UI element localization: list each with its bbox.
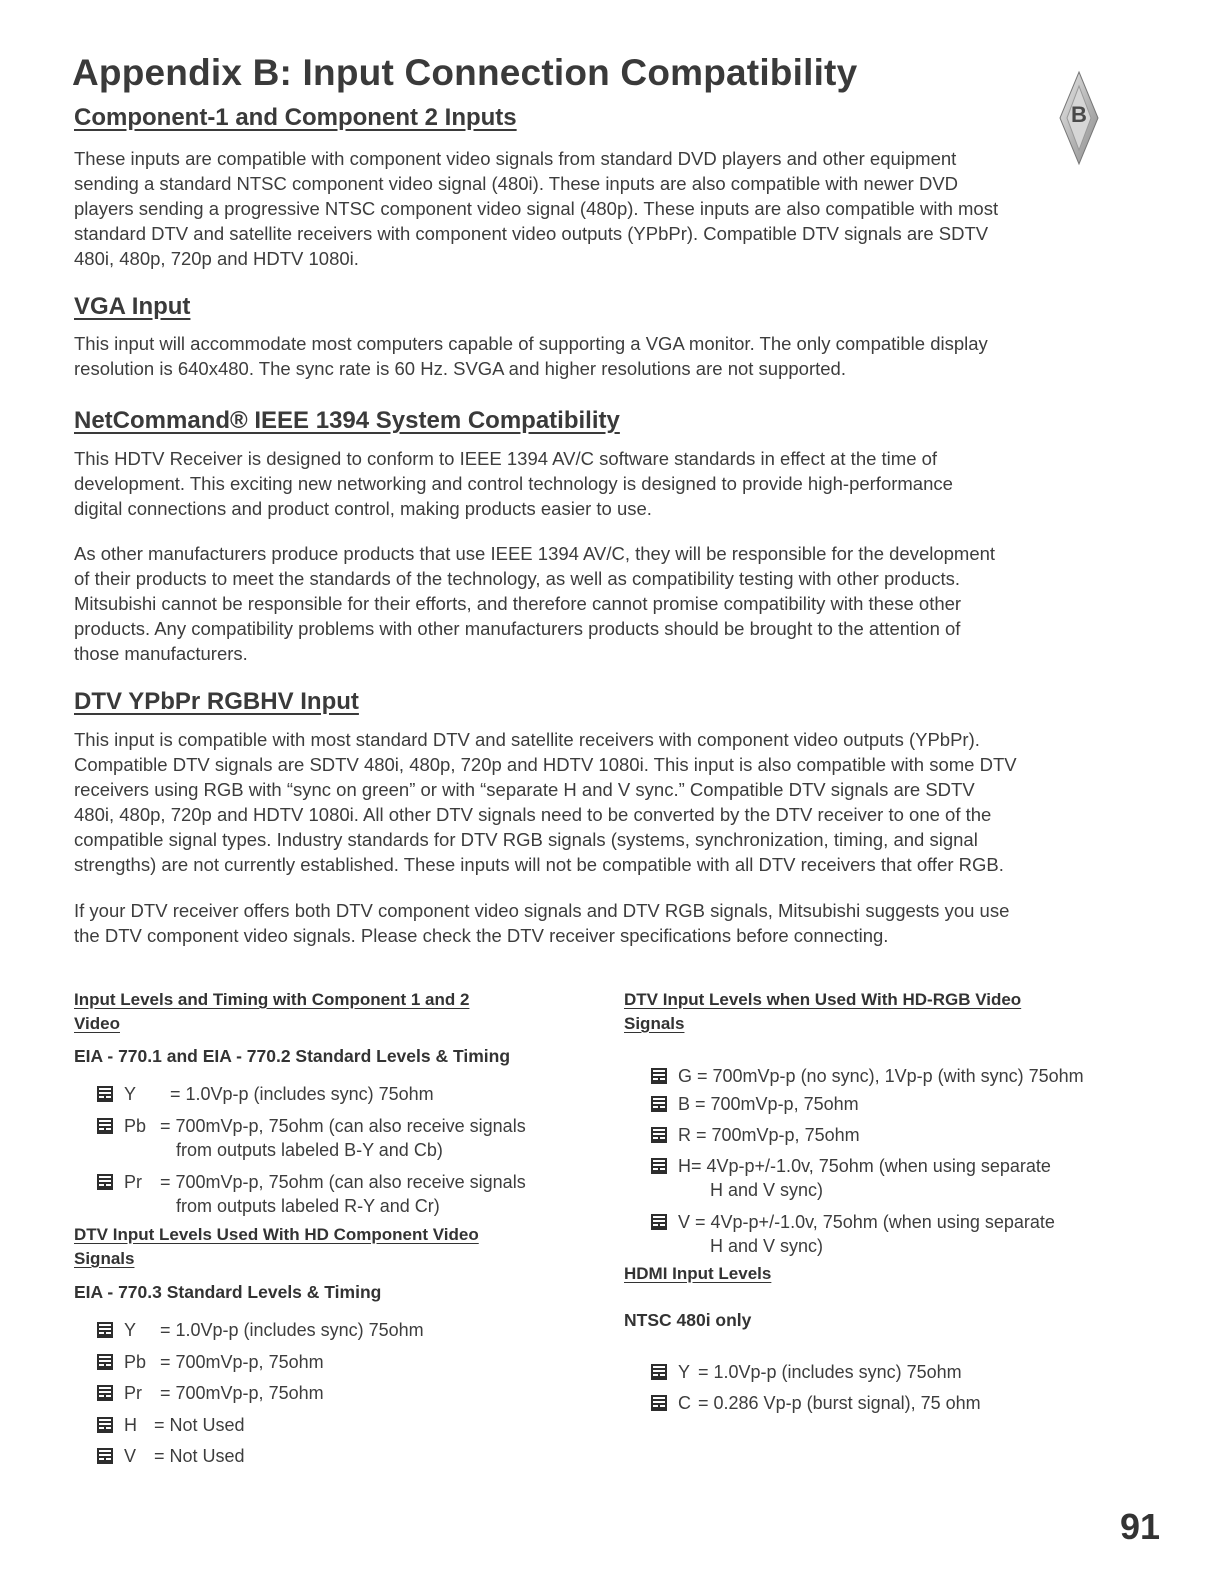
spec-item-pb bbox=[96, 1350, 324, 1374]
spec-value: = 1.0Vp-p (includes sync) 75ohm bbox=[170, 1084, 434, 1104]
paragraph-line: development. This exciting new networking and control technology is designed to provide high-performance bbox=[74, 473, 953, 494]
hdmi-levels-heading: HDMI Input Levels bbox=[624, 1264, 772, 1283]
bullet-icon bbox=[96, 1384, 114, 1402]
bullet-icon bbox=[96, 1447, 114, 1465]
paragraph-line: compatible signal types. Industry standards for DTV RGB signals (systems, synchronization, timing, and signal bbox=[74, 829, 978, 850]
heading-line: Input Levels and Timing with Component 1 and 2 bbox=[74, 990, 470, 1009]
paragraph-line: As other manufacturers produce products that use IEEE 1394 AV/C, they will be responsible for the development bbox=[74, 543, 996, 564]
spec-label: H bbox=[124, 1415, 137, 1435]
spec-item-g bbox=[650, 1064, 1084, 1088]
netcommand-heading: NetCommand® IEEE 1394 System Compatibility bbox=[74, 407, 620, 434]
spec-line: H and V sync) bbox=[710, 1236, 824, 1256]
spec-value bbox=[160, 1114, 526, 1162]
bullet-icon bbox=[650, 1126, 668, 1144]
spec-line: from outputs labeled B-Y and Cb) bbox=[176, 1140, 443, 1160]
spec-item-c bbox=[650, 1391, 981, 1415]
spec-value: = 700mVp-p, 75ohm bbox=[160, 1383, 324, 1403]
bullet-icon bbox=[96, 1117, 114, 1135]
netcommand-paragraph-2 bbox=[74, 541, 1154, 666]
paragraph-line: the DTV component video signals. Please check the DTV receiver specifications before connecting. bbox=[74, 925, 889, 946]
dtv-paragraph-2 bbox=[74, 898, 1154, 948]
bullet-icon bbox=[96, 1416, 114, 1434]
bullet-icon bbox=[650, 1394, 668, 1412]
bullet-icon bbox=[650, 1213, 668, 1231]
eia-770-3-standard: EIA - 770.3 Standard Levels & Timing bbox=[74, 1282, 382, 1302]
page-number: 91 bbox=[1120, 1506, 1161, 1547]
spec-value: B = 700mVp-p, 75ohm bbox=[678, 1094, 859, 1114]
heading-line: DTV Input Levels when Used With HD-RGB Video bbox=[624, 990, 1022, 1009]
spec-value: G = 700mVp-p (no sync), 1Vp-p (with sync) 75ohm bbox=[678, 1066, 1084, 1086]
bullet-icon bbox=[650, 1095, 668, 1113]
spec-value: = Not Used bbox=[154, 1415, 245, 1435]
spec-item-y bbox=[96, 1318, 424, 1342]
hd-component-levels-heading bbox=[74, 1223, 554, 1271]
page-title: Appendix B: Input Connection Compatibility bbox=[72, 52, 858, 93]
paragraph-line: products. Any compatibility problems with other manufacturers products should be brought to the attention of bbox=[74, 618, 961, 639]
paragraph-line: receivers using RGB with “sync on green” or with “separate H and V sync.” Compatible DTV signals are SDTV bbox=[74, 779, 975, 800]
spec-item-pb bbox=[96, 1114, 526, 1162]
dtv-heading: DTV YPbPr RGBHV Input bbox=[74, 688, 359, 715]
vga-paragraph bbox=[74, 331, 1154, 381]
spec-label: Y bbox=[124, 1084, 137, 1104]
spec-value: = Not Used bbox=[154, 1446, 245, 1466]
paragraph-line: Mitsubishi cannot be responsible for their efforts, and therefore cannot promise compatibility with these other bbox=[74, 593, 962, 614]
spec-label: C bbox=[678, 1393, 691, 1413]
spec-item-pr bbox=[96, 1381, 324, 1405]
bullet-icon bbox=[96, 1173, 114, 1191]
spec-value: = 1.0Vp-p (includes sync) 75ohm bbox=[698, 1362, 962, 1382]
spec-item-v bbox=[96, 1444, 245, 1468]
paragraph-line: players sending a progressive NTSC component video signal (480p). These inputs are also compatible with most bbox=[74, 198, 999, 219]
vga-heading: VGA Input bbox=[74, 293, 191, 320]
paragraph-line: of their products to meet the standards of the technology, as well as compatibility testing with other products. bbox=[74, 568, 961, 589]
spec-label: Pb bbox=[124, 1352, 147, 1372]
spec-label: Pr bbox=[124, 1383, 142, 1403]
spec-line: = 700mVp-p, 75ohm (can also receive signals bbox=[160, 1116, 526, 1136]
spec-line: H and V sync) bbox=[710, 1180, 824, 1200]
paragraph-line: 480i, 480p, 720p and HDTV 1080i. bbox=[74, 248, 359, 269]
ntsc-480i-label: NTSC 480i only bbox=[624, 1310, 752, 1330]
spec-value: = 1.0Vp-p (includes sync) 75ohm bbox=[160, 1320, 424, 1340]
component-levels-heading bbox=[74, 988, 554, 1036]
spec-line: = 700mVp-p, 75ohm (can also receive signals bbox=[160, 1172, 526, 1192]
spec-label: Y bbox=[678, 1362, 691, 1382]
spec-item-v bbox=[650, 1210, 1055, 1258]
spec-item-b bbox=[650, 1092, 859, 1116]
heading-line: Video bbox=[74, 1014, 120, 1033]
component-paragraph bbox=[74, 146, 1154, 271]
paragraph-line: These inputs are compatible with component video signals from standard DVD players and other equipment bbox=[74, 148, 957, 169]
paragraph-line: This HDTV Receiver is designed to conform to IEEE 1394 AV/C software standards in effect at the time of bbox=[74, 448, 938, 469]
paragraph-line: sending a standard NTSC component video signal (480i). These inputs are also compatible with newer DVD bbox=[74, 173, 959, 194]
bullet-icon bbox=[650, 1067, 668, 1085]
paragraph-line: those manufacturers. bbox=[74, 643, 248, 664]
bullet-icon bbox=[96, 1321, 114, 1339]
paragraph-line: If your DTV receiver offers both DTV component video signals and DTV RGB signals, Mitsubishi suggests you use bbox=[74, 900, 1010, 921]
paragraph-line: This input is compatible with most standard DTV and satellite receivers with component video outputs (YPbPr). bbox=[74, 729, 980, 750]
spec-line: from outputs labeled R-Y and Cr) bbox=[176, 1196, 440, 1216]
component-heading: Component-1 and Component 2 Inputs bbox=[74, 104, 517, 131]
paragraph-line: strengths) are not currently established. These inputs will not be compatible with all DTV receivers that offer RGB. bbox=[74, 854, 1004, 875]
spec-item-h bbox=[650, 1154, 1051, 1202]
paragraph-line: Compatible DTV signals are SDTV 480i, 480p, 720p and HDTV 1080i. This input is also compatible with some DTV bbox=[74, 754, 1017, 775]
spec-label: V bbox=[124, 1446, 137, 1466]
spec-line: V = 4Vp-p+/-1.0v, 75ohm (when using separate bbox=[678, 1212, 1055, 1232]
bullet-icon bbox=[96, 1353, 114, 1371]
spec-item-r bbox=[650, 1123, 860, 1147]
spec-item-y bbox=[96, 1082, 434, 1106]
spec-item-y bbox=[650, 1360, 962, 1384]
spec-label: Y bbox=[124, 1320, 137, 1340]
paragraph-line: 480i, 480p, 720p and HDTV 1080i. All other DTV signals need to be converted by the DTV receiver to one of the bbox=[74, 804, 992, 825]
spec-value bbox=[678, 1210, 1055, 1258]
paragraph-line: resolution is 640x480. The sync rate is 60 Hz. SVGA and higher resolutions are not supported. bbox=[74, 358, 846, 379]
netcommand-paragraph-1 bbox=[74, 446, 1154, 521]
spec-label: Pr bbox=[124, 1172, 142, 1192]
badge-letter: B bbox=[1071, 102, 1087, 127]
spec-label: Pb bbox=[124, 1116, 147, 1136]
dtv-paragraph-1 bbox=[74, 727, 1154, 877]
spec-item-h bbox=[96, 1413, 245, 1437]
heading-line: Signals bbox=[74, 1249, 135, 1268]
eia-770-1-standard: EIA - 770.1 and EIA - 770.2 Standard Levels & Timing bbox=[74, 1046, 511, 1066]
spec-value bbox=[678, 1154, 1051, 1202]
spec-value: = 700mVp-p, 75ohm bbox=[160, 1352, 324, 1372]
bullet-icon bbox=[96, 1085, 114, 1103]
bullet-icon bbox=[650, 1363, 668, 1381]
spec-value bbox=[160, 1170, 526, 1218]
bullet-icon bbox=[650, 1157, 668, 1175]
spec-line: H= 4Vp-p+/-1.0v, 75ohm (when using separate bbox=[678, 1156, 1051, 1176]
spec-value: R = 700mVp-p, 75ohm bbox=[678, 1125, 860, 1145]
spec-item-pr bbox=[96, 1170, 526, 1218]
spec-value: = 0.286 Vp-p (burst signal), 75 ohm bbox=[698, 1393, 981, 1413]
hd-rgb-levels-heading bbox=[624, 988, 1104, 1036]
heading-line: Signals bbox=[624, 1014, 685, 1033]
heading-line: DTV Input Levels Used With HD Component Video bbox=[74, 1225, 479, 1244]
paragraph-line: standard DTV and satellite receivers with component video outputs (YPbPr). Compatible DTV signals are SDTV bbox=[74, 223, 989, 244]
paragraph-line: digital connections and product control, making products easier to use. bbox=[74, 498, 652, 519]
paragraph-line: This input will accommodate most computers capable of supporting a VGA monitor. The only compatible display bbox=[74, 333, 988, 354]
